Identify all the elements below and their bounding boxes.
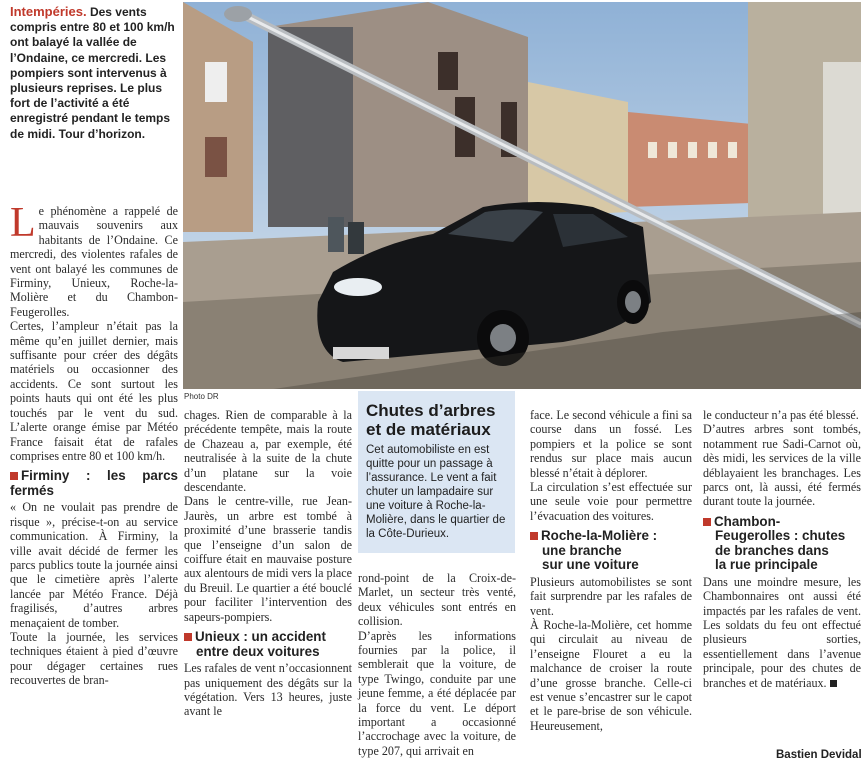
drop-cap: L — [10, 200, 36, 246]
column-5 — [703, 408, 861, 690]
article-photo — [183, 2, 861, 389]
caption-title: Chutes d’arbres et de matériaux — [366, 401, 496, 439]
roche-paragraph-1: Plusieurs automobilistes se sont fait surprendre par les rafales de vent. — [530, 574, 692, 618]
column-3 — [358, 571, 516, 758]
col5-paragraph-2: D’autres arbres sont tombés, notamment rue Sadi-Carnot où, dès midi, les services de la ville déblayaient les branchages. Les parcs ont, là aussi, été fermés durant toute la journée. — [703, 422, 861, 509]
firminy-paragraph-2: Toute la journée, les services techniques étaient à pied d’œuvre pour dégager certaines rues recouvertes de bran- — [10, 629, 178, 688]
column-1 — [10, 200, 178, 688]
caption-box — [358, 391, 515, 553]
author-signature: Bastien Devidal — [776, 749, 862, 761]
col3-paragraph-2: D’après les informations fournies par la police, il semblerait que la voiture, de type Twingo, conduite par une jeune femme, a été déplacée par la force du vent. Le déport important a occasionné l’accrochage avec la voiture, de type 207, qui arrivait en — [358, 628, 516, 758]
col4-paragraph-1: face. Le second véhicule a fini sa course dans un fossé. Les pompiers et la police se sont rendus sur place mais aucun blessé n’était à déplorer. — [530, 408, 692, 480]
photo-credit: Photo DR — [184, 392, 219, 401]
col2-paragraph-2: Dans le centre-ville, rue Jean-Jaurès, un arbre est tombé à proximité d’une brasserie tandis que l’enseigne d’un salon de coiffure était en mauvaise posture aux alentours de midi vers la place du Breuil. Le quartier a été bouclé pour faciliter l’intervention des sapeurs-pompiers. — [184, 494, 352, 624]
col3-paragraph-1: rond-point de la Croix-de-Marlet, un secteur très venté, deux véhicules sont entrés en collision. — [358, 571, 516, 629]
subheading-unieux: Unieux : un accident entre deux voitures — [184, 630, 352, 659]
intro-paragraph-2: Certes, l’ampleur n’était pas la même qu’en juillet dernier, mais suffisante pour créer des dégâts matériels ou occasionner des accidents. Ce sont surtout les points hauts qui ont été les plus touchés par le vent du sud. L’alerte orange émise par Météo France faisait état de rafales comprises entre 80 et 100 km/h. — [10, 319, 178, 463]
end-mark-icon — [830, 680, 837, 687]
caption-text: Cet automobiliste en est quitte pour un passage à l’assurance. Le vent a fait chuter un lampadaire sur une voiture à Roche-la-Molière, dans le quartier de la Côte-Durieux. — [366, 444, 506, 540]
bullet-square-icon — [703, 518, 711, 526]
bullet-square-icon — [530, 532, 538, 540]
bullet-square-icon — [184, 633, 192, 641]
intro-paragraph-1: Le phénomène a rappelé de mauvais souvenirs aux habitants de l’Ondaine. Ce mercredi, des violentes rafales de vent ont balayé les communes de Firminy, Unieux, Roche-la-Molière et du Chambon-Feugerolles. — [10, 200, 178, 319]
article-lead — [10, 4, 178, 142]
storm-damage-photo — [183, 2, 861, 389]
lead-kicker: Intempéries. — [10, 4, 87, 19]
subheading-roche: Roche-la-Molière : une branche sur une voiture — [530, 529, 692, 573]
chambon-paragraph-1: Dans une moindre mesure, les Chambonnaires ont aussi été impactés par les rafales de vent. Les soldats du feu ont effectué plusieurs sorties, essentiellement dans l’avenue principale, pour des chutes de branches et de matériaux. — [703, 574, 861, 690]
subheading-chambon: Chambon- Feugerolles : chutes de branches dans la rue principale — [703, 515, 861, 573]
subheading-firminy: Firminy : les parcs fermés — [10, 468, 178, 498]
bullet-square-icon — [10, 472, 18, 480]
roche-paragraph-2: À Roche-la-Molière, cet homme qui circulait au niveau de l’enseigne Flouret a eu la malchance de croiser la route d’une grosse branche. Celle-ci est venue s’encastrer sur le capot et le pare-brise de son véhicule. Heureusement, — [530, 617, 692, 733]
col4-paragraph-2: La circulation s’est effectuée sur une seule voie pour permettre l’évacuation des voitures. — [530, 480, 692, 523]
lead-text: Des vents compris entre 80 et 100 km/h ont balayé la vallée de l’Ondaine, ce mercredi. Les pompiers sont intervenus à plusieurs reprises. Le plus fort de l’activité a été enregistré pendant le temps de midi. Tour d’horizon. — [10, 5, 175, 141]
column-4 — [530, 408, 692, 733]
col5-paragraph-1: le conducteur n’a pas été blessé. — [703, 408, 859, 422]
column-2 — [184, 408, 352, 719]
col2-paragraph-1: chages. Rien de comparable à la précédente tempête, mais la route de Chazeau a, par exemple, été neutralisée à la suite de la chute d’un platane sur la voie descendante. — [184, 408, 352, 495]
firminy-paragraph-1: « On ne voulait pas prendre de risque », précise-t-on au service communication. À Firminy, la ville avait décidé de fermer les parcs publics toute la journée ainsi que le cimetière après l’alerte lancée par Météo France. Déjà fragilisés, d’autres arbres menaçaient de tomber. — [10, 500, 178, 630]
unieux-paragraph-1: Les rafales de vent n’occasionnent pas uniquement des dégâts sur la végétation. Vers 13 heures, juste avant le — [184, 661, 352, 719]
